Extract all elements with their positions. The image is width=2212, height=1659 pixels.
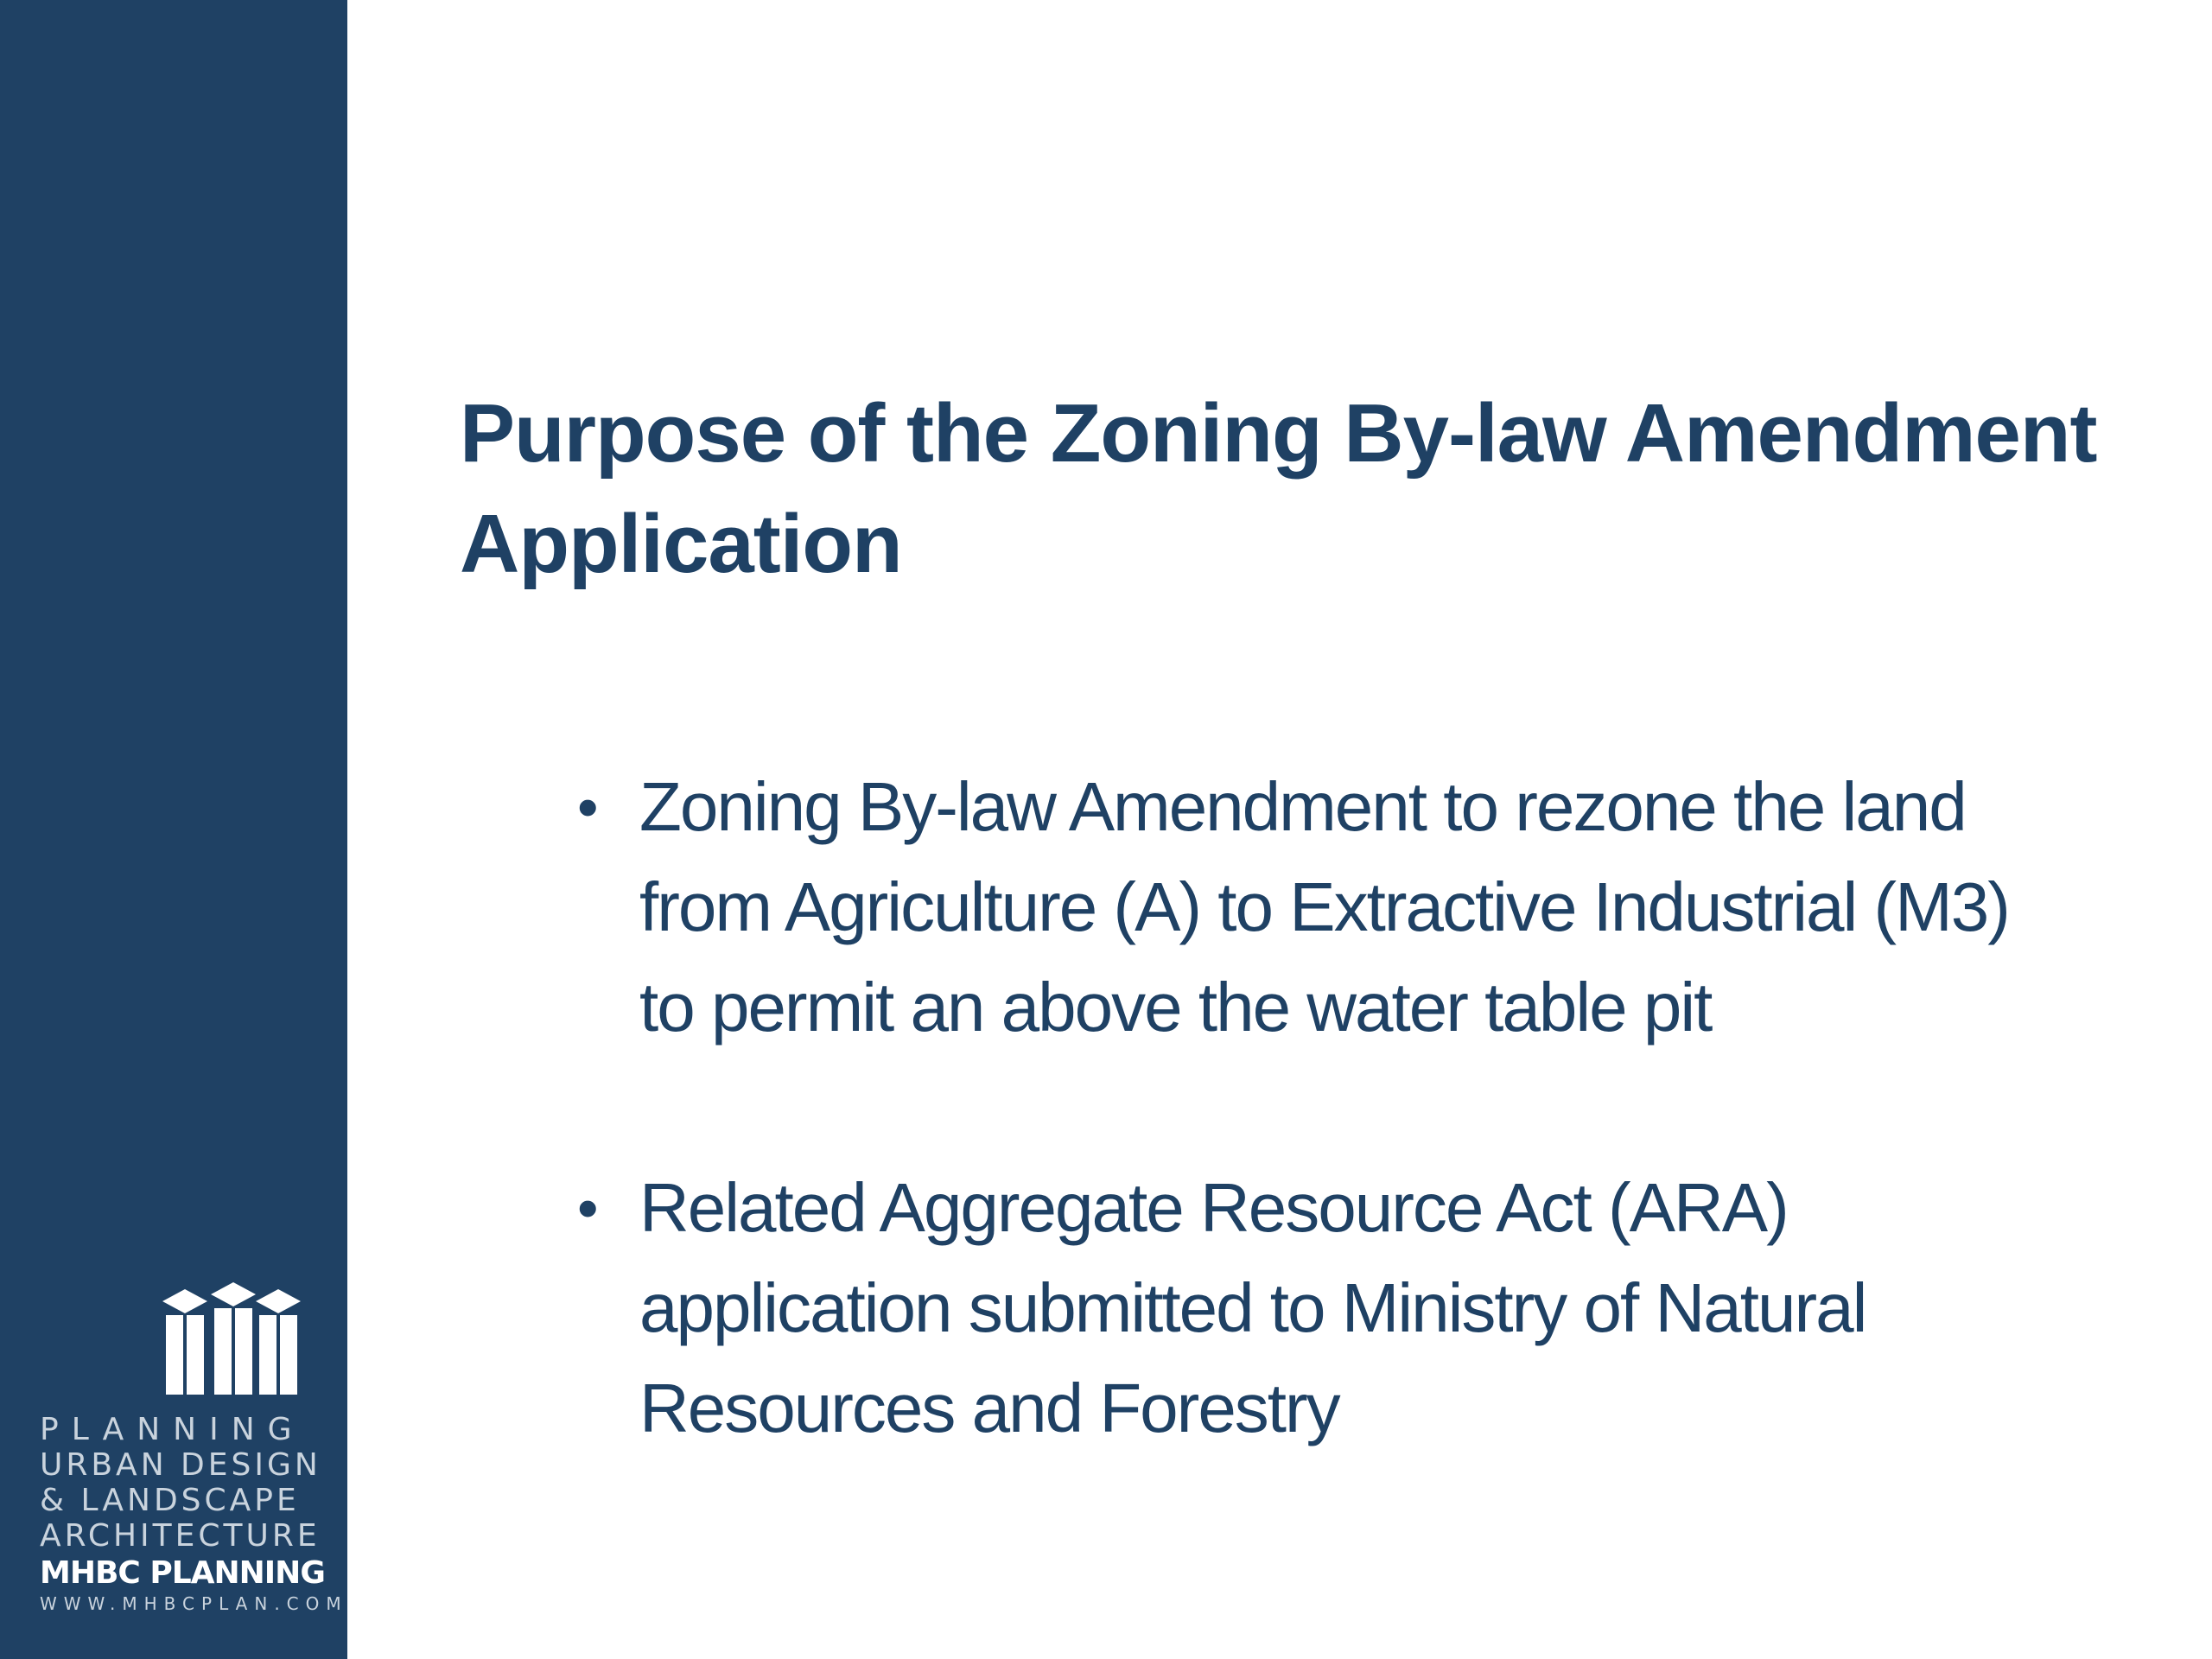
slide-title: Purpose of the Zoning By-law Amendment Application	[460, 387, 2097, 590]
bullet-item-ara	[577, 1158, 2063, 1459]
logo-text	[40, 1412, 348, 1614]
logo-line-architecture: ARCHITECTURE	[40, 1518, 321, 1554]
mhbc-logo	[33, 1277, 348, 1614]
sidebar-panel	[0, 0, 347, 1659]
bullet-text: Related Aggregate Resource Act (ARA) application submitted to Ministry of Natural Resources and Forestry	[639, 1169, 1866, 1446]
logo-line-landscape: & LANDSCAPE	[40, 1483, 300, 1518]
bullet-dot-icon: •	[577, 1174, 597, 1242]
logo-brand: MHBC PLANNING	[40, 1555, 325, 1591]
bullet-item-zoning	[577, 757, 2063, 1058]
logo-website: WWW.MHBCPLAN.COM	[40, 1593, 348, 1614]
bullet-list	[577, 757, 2063, 1459]
logo-line-urban-design: URBAN DESIGN	[40, 1447, 321, 1483]
mhbc-building-mark-icon	[154, 1277, 309, 1398]
bullet-text: Zoning By-law Amendment to rezone the land from Agriculture (A) to Extractive Industrial (M3) to permit an above the water table pit	[639, 768, 2009, 1046]
bullet-dot-icon: •	[577, 773, 597, 841]
logo-line-planning: PLANNING	[40, 1412, 305, 1447]
